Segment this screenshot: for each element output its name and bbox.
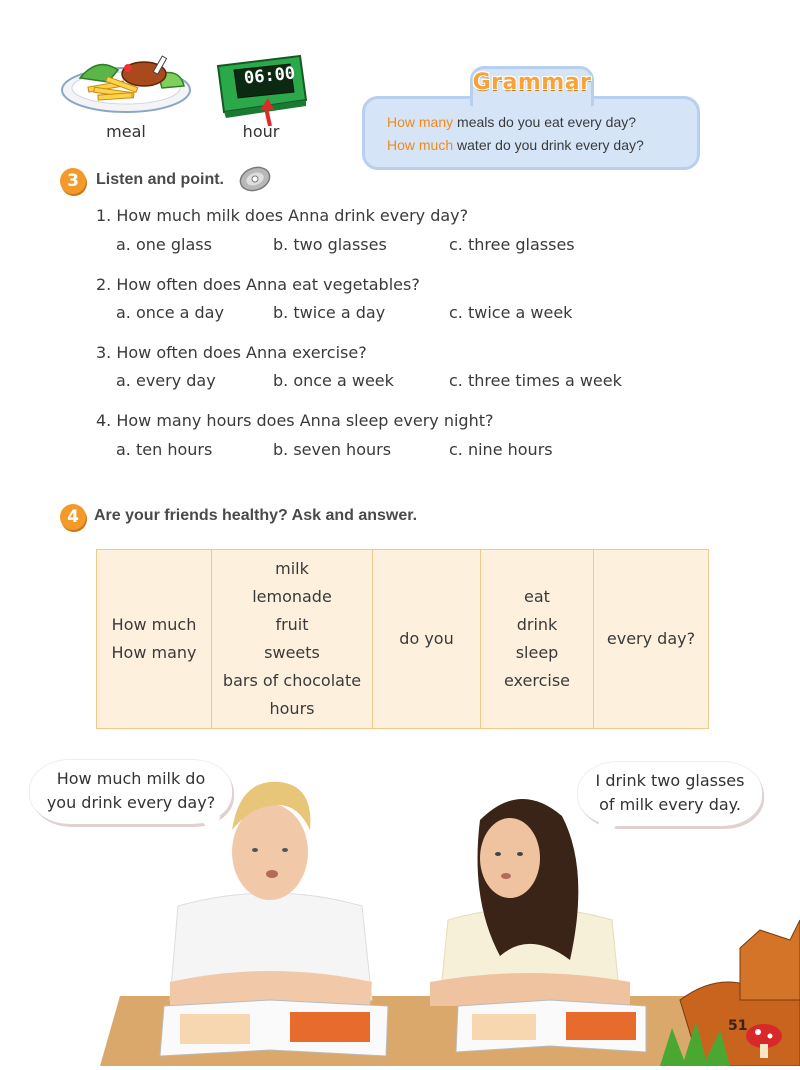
- substitution-table: [96, 549, 709, 729]
- grammar-box: [362, 96, 700, 170]
- table-cell: drink: [516, 615, 558, 634]
- grammar-tab-fill: [473, 96, 591, 102]
- girl-bubble-line-1: I drink two glasses: [595, 771, 745, 790]
- question-3-option-a[interactable]: a. every day: [116, 371, 216, 390]
- table-col-verbs: [481, 550, 594, 729]
- cd-icon[interactable]: [238, 166, 272, 192]
- table-cell: sleep: [515, 643, 559, 662]
- table-cell: exercise: [503, 671, 571, 690]
- question-2-option-b[interactable]: b. twice a day: [273, 303, 386, 322]
- girl-bubble-line-2: of milk every day.: [599, 795, 741, 814]
- table-cell: hours: [269, 699, 315, 718]
- table-col-do-you: [373, 550, 481, 729]
- vocab-label-meal: meal: [106, 122, 146, 141]
- section-4-number: 4: [60, 504, 86, 530]
- table-cell: bars of chocolate: [222, 671, 362, 690]
- boy-speech-bubble: [30, 760, 232, 824]
- grammar-line-1: [387, 114, 636, 130]
- table-cell: sweets: [264, 643, 320, 662]
- table-col-every-day: [594, 550, 709, 729]
- table-cell: milk: [275, 559, 309, 578]
- meal-picture: [58, 48, 198, 118]
- question-4-option-b[interactable]: b. seven hours: [273, 440, 392, 459]
- girl-speech-bubble: [578, 762, 762, 826]
- question-1-option-a[interactable]: a. one glass: [116, 235, 212, 254]
- table-cell: fruit: [275, 615, 309, 634]
- clock-text: 06:00: [243, 63, 297, 89]
- grammar-highlight-2: How much: [387, 137, 454, 153]
- grammar-text-2: water do you drink every day?: [453, 137, 644, 153]
- table-cell: lemonade: [252, 587, 332, 606]
- section-3-number: 3: [60, 168, 86, 194]
- grammar-highlight-1: How many: [387, 114, 454, 130]
- question-2-option-c[interactable]: c. twice a week: [449, 303, 573, 322]
- grammar-text-1: meals do you eat every day?: [453, 114, 637, 130]
- question-4-option-c[interactable]: c. nine hours: [449, 440, 553, 459]
- table-col-nouns: [212, 550, 373, 729]
- meal-plate-icon: [58, 48, 198, 118]
- table-cell: How many: [111, 643, 197, 662]
- question-1-option-b[interactable]: b. two glasses: [273, 235, 387, 254]
- table-cell: eat: [524, 587, 550, 606]
- question-2-option-a[interactable]: a. once a day: [116, 303, 224, 322]
- question-1-text: 1. How much milk does Anna drink every day?: [96, 206, 469, 225]
- question-3-text: 3. How often does Anna exercise?: [96, 343, 367, 362]
- table-cell: How much: [111, 615, 197, 634]
- boy-bubble-line-1: How much milk do: [56, 769, 206, 788]
- question-4-text: 4. How many hours does Anna sleep every night?: [96, 411, 494, 430]
- boy-bubble-tail: [198, 816, 220, 840]
- question-1-option-c[interactable]: c. three glasses: [449, 235, 575, 254]
- table-col-question-word: [97, 550, 212, 729]
- grammar-title: Grammar: [472, 70, 592, 95]
- page-number: 51: [728, 1018, 748, 1034]
- section-4-title: Are your friends healthy? Ask and answer.: [94, 507, 418, 524]
- question-3-option-c[interactable]: c. three times a week: [449, 371, 622, 390]
- question-2-text: 2. How often does Anna eat vegetables?: [96, 275, 420, 294]
- grammar-line-2: [387, 137, 644, 153]
- table-cell: every day?: [606, 629, 696, 648]
- girl-bubble-tail: [598, 818, 622, 844]
- boy-bubble-line-2: you drink every day?: [46, 793, 216, 812]
- section-3-title: Listen and point.: [96, 171, 224, 188]
- vocab-label-hour: hour: [242, 122, 280, 141]
- table-cell: do you: [399, 629, 454, 648]
- question-3-option-b[interactable]: b. once a week: [273, 371, 394, 390]
- question-4-option-a[interactable]: a. ten hours: [116, 440, 213, 459]
